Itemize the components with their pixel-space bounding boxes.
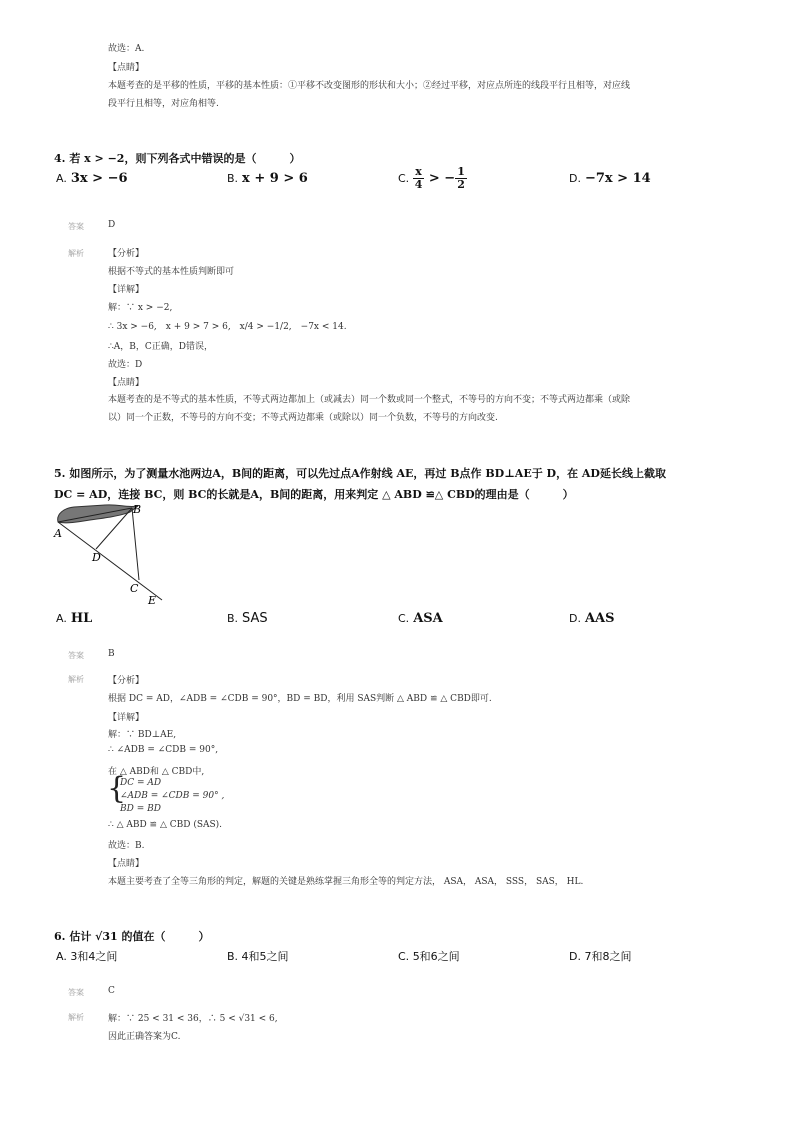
q5-option-c — [398, 611, 443, 626]
q5-option-b-text: SAS — [242, 611, 268, 626]
q4-option-a — [56, 171, 128, 186]
q4-analysis-label: 解析 — [68, 249, 84, 258]
q6-option-c-text: 5和6之间 — [412, 950, 460, 963]
q4-option-b-expr: x + 9 > 6 — [242, 171, 308, 186]
q5-line: 解：∵ BD⊥AE, — [108, 730, 177, 740]
q4-option-c-letter: C. — [398, 172, 410, 185]
prev-dianjing: 【点睛】 — [108, 63, 145, 73]
q6-option-d-letter: D. — [569, 950, 581, 963]
q5-line: 【点睛】 — [108, 859, 145, 869]
q4-option-d-letter: D. — [569, 172, 581, 185]
q4-option-c-num: x — [413, 166, 425, 179]
segment-bc — [132, 508, 139, 580]
q5-line: ∴ △ ABD ≌ △ CBD (SAS). — [108, 820, 223, 830]
q4-line: 以）同一个正数，不等号的方向不变；不等式两边都乘（或除以）同一个负数，不等号的方向改变. — [108, 413, 498, 423]
point-d-label: D — [92, 551, 101, 564]
q4-option-d — [569, 171, 651, 186]
q6-title: 6. 估计 √31 的值在（ ） — [54, 930, 210, 943]
q4-option-b — [227, 171, 308, 186]
q5-option-b-letter: B. — [227, 612, 239, 625]
q6-option-d-text: 7和8之间 — [584, 950, 632, 963]
q4-line: 【点睛】 — [108, 378, 145, 388]
q4-line: 本题考查的是不等式的基本性质，不等式两边都加上（或减去）同一个数或同一个整式，不等号的方向不变；不等式两边都乘（或除 — [108, 395, 631, 405]
q5-title-line1: 5. 如图所示，为了测量水池两边A，B间的距离，可以先过点A作射线 AE，再过 B点作 BD⊥AE于 D，在 AD延长线上截取 — [54, 467, 666, 480]
prev-comment-line1: 本题考查的是平移的性质，平移的基本性质：①平移不改变图形的形状和大小；②经过平移，对应点所连的线段平行且相等，对应线 — [108, 81, 631, 91]
point-e-label: E — [148, 594, 157, 607]
q5-analysis-label: 解析 — [68, 675, 84, 684]
q5-option-d-letter: D. — [569, 612, 581, 625]
q6-answer-label: 答案 — [68, 988, 84, 997]
q5-system-eq3: BD = BD — [120, 804, 161, 814]
q5-option-a-text: HL — [70, 611, 93, 626]
q4-title: 4. 若 x > −2，则下列各式中错误的是（ ） — [54, 152, 301, 165]
prev-comment-line2: 段平行且相等，对应角相等. — [108, 99, 219, 109]
q6-option-b — [227, 948, 289, 964]
q5-title-line2: DC = AD，连接 BC，则 BC的长就是A，B间的距离，用来判定 △ ABD ≌△ CBD的理由是（ ） — [54, 488, 574, 501]
q6-option-d — [569, 948, 631, 964]
q5-answer: B — [108, 649, 115, 659]
q6-line: 因此正确答案为C. — [108, 1032, 181, 1042]
q6-option-a — [56, 948, 117, 964]
point-c-label: C — [130, 582, 139, 595]
q4-option-c — [398, 166, 467, 191]
q4-line: 【分析】 — [108, 249, 145, 259]
q5-option-a-letter: A. — [56, 612, 67, 625]
point-a-label: A — [54, 527, 62, 540]
q5-option-c-text: ASA — [413, 611, 443, 626]
q5-figure — [50, 500, 180, 612]
q6-answer: C — [108, 986, 115, 996]
q5-option-a — [56, 611, 92, 626]
q4-option-c-den2: 2 — [457, 178, 465, 191]
q4-line: 故选：D — [108, 360, 143, 370]
q6-option-c-letter: C. — [398, 950, 410, 963]
q4-line: 解：∵ x > −2, — [108, 303, 173, 313]
q4-option-c-frac1 — [413, 166, 425, 191]
q4-option-c-num2: 1 — [457, 165, 465, 178]
q4-option-a-letter: A. — [56, 172, 67, 185]
q5-line: 在 △ ABD和 △ CBD中, — [108, 767, 205, 777]
q4-option-c-mid: > − — [424, 171, 456, 186]
q6-option-b-letter: B. — [227, 950, 239, 963]
q4-option-a-expr: 3x > −6 — [70, 171, 128, 186]
q4-line: ∴A，B，C正确，D错误， — [108, 342, 213, 352]
q5-system-eq2: ∠ADB = ∠CDB = 90° , — [120, 791, 225, 801]
q6-line: 解：∵ 25 < 31 < 36，∴ 5 < √31 < 6, — [108, 1014, 278, 1024]
q5-answer-label: 答案 — [68, 651, 84, 660]
q4-answer-label: 答案 — [68, 222, 84, 231]
q5-option-c-letter: C. — [398, 612, 410, 625]
q6-option-b-text: 4和5之间 — [241, 950, 289, 963]
q4-option-c-frac2 — [455, 166, 467, 191]
q4-option-c-den: 4 — [414, 178, 423, 191]
q6-option-c — [398, 948, 460, 964]
q6-option-a-text: 3和4之间 — [70, 950, 118, 963]
q4-option-d-expr: −7x > 14 — [584, 171, 651, 186]
point-b-label: B — [133, 503, 142, 516]
q6-analysis-label: 解析 — [68, 1013, 84, 1022]
q4-line: 【详解】 — [108, 285, 145, 295]
q5-option-b — [227, 611, 268, 626]
q6-option-a-letter: A. — [56, 950, 67, 963]
q4-answer: D — [108, 220, 116, 230]
q4-line: 根据不等式的基本性质判断即可 — [108, 267, 235, 277]
q5-system-brace: { — [107, 771, 127, 806]
q5-line: ∴ ∠ADB = ∠CDB = 90°, — [108, 745, 219, 755]
q5-system-eq1: DC = AD — [120, 778, 162, 788]
q5-option-d-text: AAS — [584, 611, 615, 626]
q5-option-d — [569, 611, 615, 626]
q5-line: 【分析】 — [108, 676, 145, 686]
q4-option-b-letter: B. — [227, 172, 239, 185]
q5-line: 故选：B. — [108, 841, 145, 851]
q5-line: 根据 DC = AD，∠ADB = ∠CDB = 90°，BD = BD，利用 SAS判断 △ ABD ≌ △ CBD即可. — [108, 694, 492, 704]
q5-line: 本题主要考查了全等三角形的判定，解题的关键是熟练掌握三角形全等的判定方法， ASA， ASA， SSS， SAS， HL. — [108, 877, 584, 887]
prev-answer-line: 故选：A. — [108, 44, 145, 54]
q5-line: 【详解】 — [108, 713, 145, 723]
q4-line: ∴ 3x > −6, x + 9 > 7 > 6, x/4 > −1/2, −7x < 14. — [108, 322, 347, 332]
